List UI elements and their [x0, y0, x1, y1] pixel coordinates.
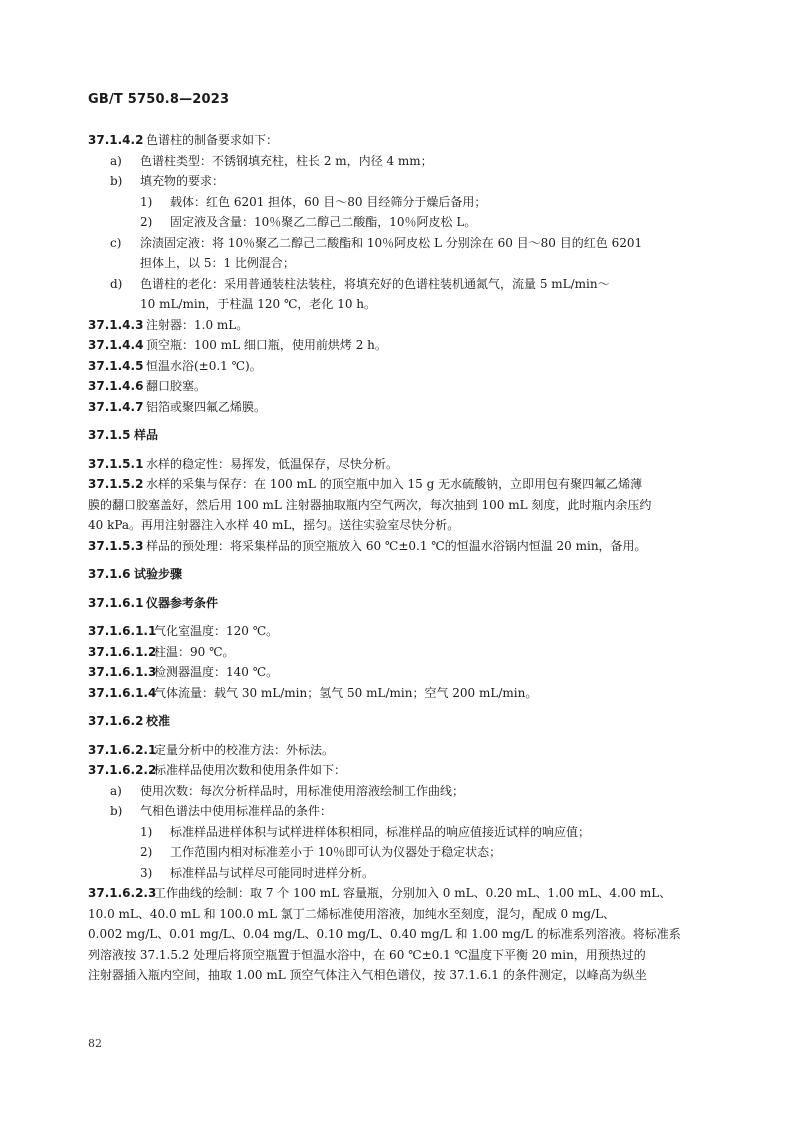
- clause-text: 注射器：1.0 mL。: [146, 317, 249, 332]
- clause-number: 37.1.5.3: [88, 538, 144, 553]
- list-text: 气相色谱法中使用标准样品的条件：: [140, 804, 333, 818]
- clause-number: 37.1.6.2.1: [88, 742, 157, 757]
- clause-37-1-5-2-cont2: 40 kPa。再用注射器注入水样 40 mL，摇匀。送往实验室尽快分析。: [88, 518, 460, 532]
- clause-number: 37.1.4.7: [88, 399, 144, 414]
- clause-text: 标准样品使用次数和使用条件如下：: [154, 763, 347, 777]
- clause-text: 铝箔或聚四氟乙烯膜。: [146, 399, 267, 414]
- document-header: GB/T 5750.8—2023: [88, 92, 230, 107]
- clause-text: 气体流量：载气 30 mL/min；氢气 50 mL/min；空气 200 mL/min。: [154, 685, 538, 700]
- clause-text: 检测器温度：140 ℃。: [154, 665, 279, 679]
- sub-tag: 2): [140, 215, 153, 229]
- list-item-d: [88, 274, 708, 295]
- sub-item-3: [88, 863, 708, 884]
- section-heading-37-1-6-1: [88, 593, 708, 614]
- clause-37-1-4-4: [88, 335, 708, 356]
- sub-text: 标准样品进样体积与试样进样体积相同，标准样品的响应值接近试样的响应值；: [170, 824, 591, 839]
- clause-text: 样品的预处理：将采集样品的顶空瓶放入 60 ℃±0.1 ℃的恒温水浴锅内恒温 20 min，备用。: [146, 538, 647, 553]
- clause-37-1-4-5: [88, 356, 708, 377]
- clause-37-1-6-1-1: [88, 621, 708, 642]
- sub-tag: 1): [140, 194, 153, 209]
- list-text: 填充物的要求：: [140, 174, 225, 188]
- clause-text: 气化室温度：120 ℃。: [154, 624, 279, 638]
- list-text: 使用次数：每次分析样品时，用标准使用溶液绘制工作曲线；: [140, 783, 465, 798]
- sub-item-2: [88, 212, 708, 233]
- clause-number: 37.1.4.5: [88, 358, 144, 373]
- sub-item-2: [88, 842, 708, 863]
- clause-37-1-6-2-1: [88, 740, 708, 761]
- sub-text: 工作范围内相对标准差小于 10％即可认为仪器处于稳定状态；: [170, 845, 502, 859]
- clause-number: 37.1.4.6: [88, 379, 144, 393]
- list-tag: a): [110, 783, 122, 798]
- sub-text: 固定液及含量：10％聚乙二醇己二酸酯，10％阿皮松 L。: [170, 215, 477, 229]
- section-heading-37-1-5: [88, 425, 708, 446]
- sub-item-1: [88, 192, 708, 213]
- section-heading-37-1-6: [88, 564, 708, 585]
- clause-37-1-6-2-3-cont2: 0.002 mg/L、0.01 mg/L、0.04 mg/L、0.10 mg/L、0.40 mg/L 和 1.00 mg/L 的标准系列溶液。将标准系: [88, 927, 681, 941]
- clause-text: 恒温水浴(±0.1 ℃)。: [146, 358, 262, 373]
- list-text: 涂渍固定液：将 10％聚乙二醇己二酸酯和 10％阿皮松 L 分别涂在 60 目～80 目的红色 6201: [140, 235, 643, 250]
- clause-37-1-4-6: [88, 376, 708, 397]
- clause-text: 定量分析中的校准方法：外标法。: [154, 742, 335, 757]
- list-tag: d): [110, 276, 123, 291]
- clause-number: 37.1.6.2.2: [88, 763, 157, 777]
- clause-37-1-6-2-3-cont4: 注射器插入瓶内空间，抽取 1.00 mL 顶空气体注入气相色谱仪，按 37.1.6.1 的条件测定，以峰高为纵坐: [88, 968, 647, 982]
- list-text: 色谱柱类型：不锈钢填充柱，柱长 2 m，内径 4 mm；: [140, 153, 433, 168]
- clause-37-1-4-3: [88, 315, 708, 336]
- clause-text: 工作曲线的绘制：取 7 个 100 mL 容量瓶，分别加入 0 mL、0.20 mL、1.00 mL、4.00 mL、: [154, 886, 672, 900]
- section-number: 37.1.6.1: [88, 595, 144, 610]
- section-number: 37.1.5: [88, 428, 131, 442]
- clause-text: 顶空瓶：100 mL 细口瓶，使用前烘烤 2 h。: [146, 338, 387, 352]
- sub-tag: 3): [140, 865, 153, 880]
- clause-37-1-6-2-3-cont1: 10.0 mL、40.0 mL 和 100.0 mL 氯丁二烯标准使用溶液，加纯水至刻度，混匀，配成 0 mg/L、: [88, 906, 616, 921]
- document-body: [88, 130, 708, 986]
- section-number: 37.1.6.2: [88, 714, 144, 728]
- clause-number: 37.1.4.3: [88, 317, 144, 332]
- list-item-a: [88, 151, 708, 172]
- sub-tag: 1): [140, 824, 153, 839]
- clause-37-1-5-2-cont1: 膜的翻口胶塞盖好，然后用 100 mL 注射器抽取瓶内空气两次，每次抽到 100 mL 刻度，此时瓶内余压约: [88, 497, 652, 512]
- clause-text: 色谱柱的制备要求如下：: [146, 133, 279, 147]
- clause-37-1-5-2: [88, 474, 708, 495]
- clause-number: 37.1.6.1.3: [88, 665, 157, 679]
- section-title: 试验步骤: [134, 567, 183, 581]
- clause-37-1-6-1-2: [88, 642, 708, 663]
- clause-37-1-6-1-3: [88, 662, 708, 683]
- clause-text: 柱温：90 ℃。: [154, 644, 235, 659]
- clause-37-1-4-7: [88, 397, 708, 418]
- section-title: 样品: [134, 428, 159, 442]
- list-tag: c): [110, 235, 122, 250]
- clause-number: 37.1.6.1.2: [88, 644, 157, 659]
- clause-number: 37.1.5.1: [88, 456, 144, 471]
- list-item-a: [88, 781, 708, 802]
- clause-number: 37.1.5.2: [88, 477, 144, 491]
- section-title: 校准: [146, 714, 171, 728]
- list-item-d-cont: 10 mL/min，于柱温 120 ℃，老化 10 h。: [140, 297, 377, 311]
- clause-37-1-5-3: [88, 536, 708, 557]
- section-number: 37.1.6: [88, 567, 131, 581]
- page-number: 82: [88, 1037, 102, 1050]
- clause-number: 37.1.4.4: [88, 338, 144, 352]
- clause-37-1-5-1: [88, 454, 708, 475]
- list-item-b: [88, 171, 708, 192]
- clause-37-1-6-1-4: [88, 683, 708, 704]
- section-title: 仪器参考条件: [146, 595, 219, 610]
- clause-number: 37.1.6.1.1: [88, 624, 157, 638]
- list-tag: b): [110, 804, 123, 818]
- clause-37-1-6-2-3: [88, 883, 708, 904]
- sub-tag: 2): [140, 845, 153, 859]
- clause-number: 37.1.4.2: [88, 133, 144, 147]
- clause-text: 水样的采集与保存：在 100 mL 的顶空瓶中加入 15 g 无水硫酸钠，立即用包有聚四氟乙烯薄: [146, 477, 643, 491]
- list-item-b: [88, 801, 708, 822]
- section-heading-37-1-6-2: [88, 711, 708, 732]
- list-item-c-cont: 担体上，以 5：1 比例混合；: [140, 256, 295, 270]
- clause-text: 翻口胶塞。: [146, 379, 207, 393]
- sub-text: 标准样品与试样尽可能同时进样分析。: [170, 865, 375, 880]
- list-tag: a): [110, 153, 122, 168]
- clause-37-1-6-2-3-cont3: 列溶液按 37.1.5.2 处理后将顶空瓶置于恒温水浴中，在 60 ℃±0.1 ℃温度下平衡 20 min，用预热过的: [88, 947, 646, 962]
- list-item-c: [88, 233, 708, 254]
- list-tag: b): [110, 174, 123, 188]
- clause-number: 37.1.6.2.3: [88, 886, 157, 900]
- sub-item-1: [88, 822, 708, 843]
- clause-37-1-4-2: [88, 130, 708, 151]
- sub-text: 载体：红色 6201 担体，60 目～80 目经筛分于燥后备用；: [170, 194, 487, 209]
- list-text: 色谱柱的老化：采用普通装柱法装柱，将填充好的色谱柱装机通氮气，流量 5 mL/min～: [140, 276, 610, 291]
- clause-number: 37.1.6.1.4: [88, 685, 157, 700]
- clause-text: 水样的稳定性：易挥发，低温保存，尽快分析。: [146, 456, 399, 471]
- clause-37-1-6-2-2: [88, 760, 708, 781]
